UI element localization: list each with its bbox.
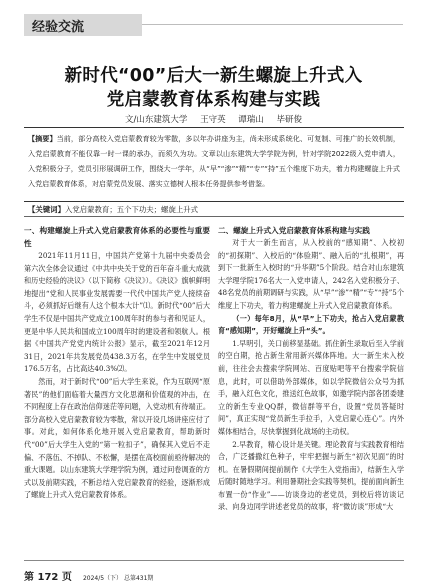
keywords-text: 入党启蒙教育；五个下功夫；螺旋上升式 (64, 205, 199, 214)
keywords (28, 204, 198, 215)
abstract-text: 当前，部分高校入党启蒙教育较为零散，多以年办讲座为主，尚未形成系统化、可复制、可推广的长效机制，入党启蒙教育不能仅靠一时一课的承办，而须久为功。文章以山东建筑大学学院为例，针对学院2022级入党申请人，入党积极分子，党员引形展调研工作，围绕大一学年，从“早”“渗”“精”“专”“持”五个维度下功夫，着力构建螺旋上升式入党启蒙教育体系，对启蒙党员发展、落实立德树人根本任务提供参考借鉴。 (28, 134, 401, 188)
author-name: 王守英 (200, 115, 226, 125)
article-title-line2: 党启蒙教育体系构建与实践 (106, 90, 321, 110)
page-footer (24, 565, 153, 584)
author-name: 毕研俊 (276, 115, 303, 125)
issue-info: 2024/5（下） 总第431期 (82, 575, 154, 582)
body-paragraph: 2.早教育，精心设计是关键。理论教育与实践教育相结合，广泛播撒红色种子，牢牢把握与新生“初次见面”的时机。在暑假期间提前制作《大学生入党指南》，结新生入学后随时随地学习。利用暑期社会实践等契机，提前面向新生布置一份“作业”——访谈身边的老党员，到校后将访谈记录、向身边同学讲述老党员的故事，将“微访谈”形成“大 (218, 439, 404, 512)
section-tag: 经验交流 (24, 14, 142, 36)
body-paragraph: 对于大一新生而言，从入校前的“感知期”、入校初的“初探期”、入校后的“体验期”、融入后的“扎根期”，再到下一批新生入校时的“升华期”5个阶段。结合对山东建筑大学理学院176名大一入党申请人，242名入党积极分子、48名党员的前期调研与实践，从“早”“渗”“精”“专”“持”5个维度上下功夫，着力构建螺旋上升式入党启蒙教育体系。 (218, 238, 404, 310)
keywords-label: 【关键词】 (28, 205, 65, 214)
section-heading-1: 一、构建螺旋上升式入党启蒙教育体系的必要性与重要性 (24, 226, 210, 248)
section-tag-divider (142, 24, 403, 25)
body-paragraph: 1.早明引，关口前移显基础。抓住新生录取后至入学前的空白期，抢占新生常用新兴媒体阵地。大一新生未入校前，往往会去搜索学院网站、百度贴吧等平台搜索学院信息，此时，可以借助外部媒体，如以学院微信公众号为抓手，融入红色文化，推送红色故事，如邀学院内部各团委建立的新生专业QQ群，微信群等平台，设置“党员答疑时间”，真正实现“党员新生手拉手，入党启蒙心连心”。内外媒体相结合，尽快掌握到化战场的主动权。 (218, 338, 404, 436)
keywords-divider (24, 216, 404, 217)
page-number: 第 172 页 (24, 572, 72, 583)
left-column (24, 224, 210, 502)
subsection-heading: （一）每年8月，从“早”上下功夫，抢占入党启蒙教育“感知期”，开好螺旋上升“头”。 (218, 313, 404, 336)
footer-divider (24, 560, 404, 561)
abstract (28, 131, 400, 191)
right-column (218, 224, 404, 514)
article-title-line1: 新时代“00”后大一新生螺旋上升式入 (64, 66, 363, 86)
abstract-box (24, 127, 404, 202)
abstract-label: 【摘要】 (28, 134, 57, 143)
body-paragraph: 然而，对于新时代“00”后大学生来说，作为互联网“原著民”的他们面临着大量西方文化思潮和价值观的冲击，在不同程度上存在政治信仰迷茫等问题，入党动机有待端正。部分高校入党启蒙教育较为零散，常以开设几场讲座应付了事。对此，如何体系化地开展入党启蒙教育，帮助新时代“00”后大学生入党的“第一粒扣子”，确保其入党后不走偏、不落伍、不掉队、不松懈，是摆在高校面前亟待解决的重大课题。以山东建筑大学理学院为例，通过问卷调查的方式以及前期实践，不断总结入党启蒙教育的经验，逐渐形成了螺旋上升式入党启蒙教育体系。 (24, 376, 210, 500)
section-heading-2: 二、螺旋上升式入党启蒙教育体系构建与实践 (218, 226, 370, 235)
body-paragraph: 2021年11月11日，中国共产党第十九届中央委员会第六次全体会议通过《中共中央关于党的百年奋斗重大成就和历史经验的决议》（以下简称《决议》）。《决议》旗帜鲜明地提出“党和人民事业发展需要一代代中国共产党人接续奋斗，必须抓好后继有人这个根本大计”⑴。新时代“00”后大学生不仅是中国共产党成立100周年时的参与者和见证人，更是中华人民共和国成立100周年时的建设者和领航人。根据《中国共产党党内统计公报》显示，截至2021年12月31日，2021年共发展党员438.3万名，在学生中发展党员176.5万名，占比高达40.3%⑵。 (24, 251, 210, 374)
author-affiliation: 文/山东建筑大学 (124, 115, 188, 125)
author-name: 谭瑞山 (238, 115, 264, 125)
author-line (0, 113, 427, 125)
